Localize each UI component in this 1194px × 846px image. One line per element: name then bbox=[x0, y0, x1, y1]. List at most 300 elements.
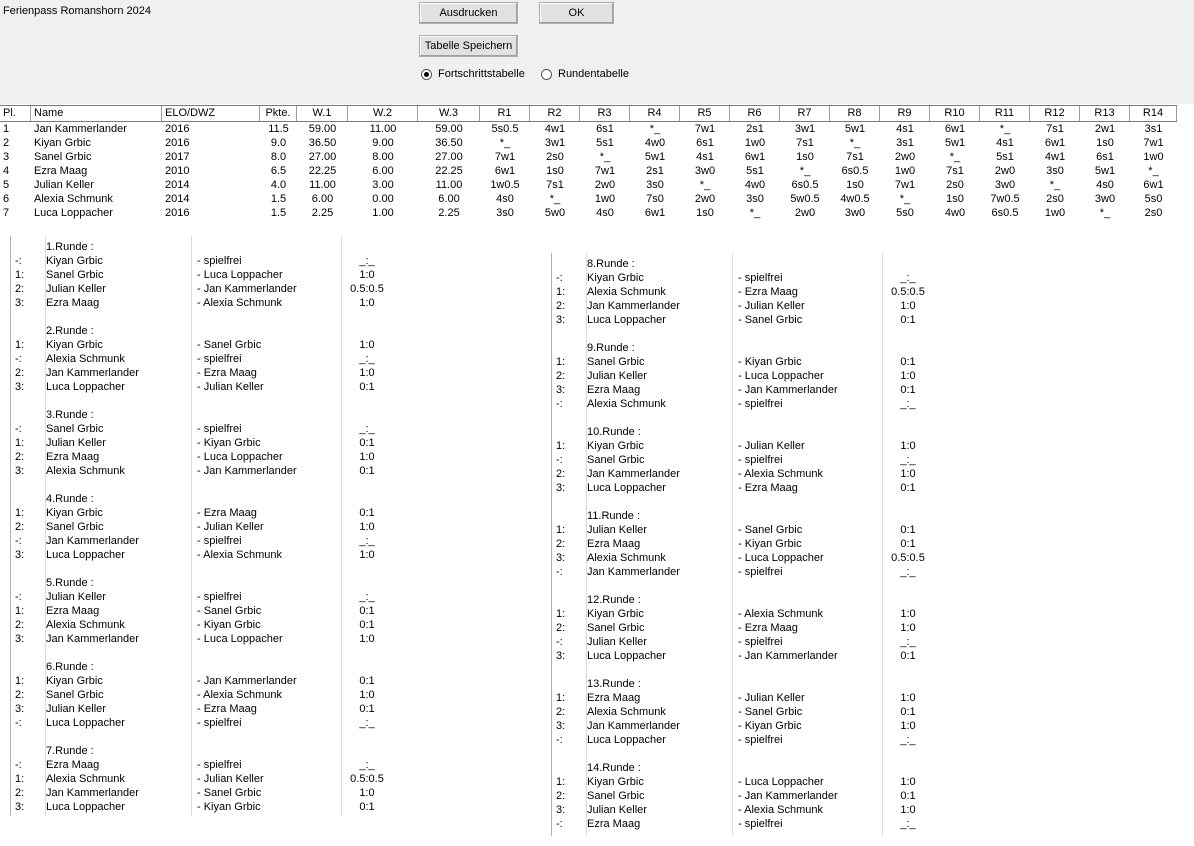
black-player: - spielfrei bbox=[738, 454, 783, 466]
table-cell: 6s0.5 bbox=[791, 179, 819, 191]
table-cell: *_ bbox=[999, 123, 1011, 135]
black-player: - spielfrei bbox=[738, 636, 783, 648]
table-cell: 5w0 bbox=[544, 207, 566, 219]
table-cell: 5 bbox=[3, 179, 10, 191]
round-title: 8.Runde : bbox=[587, 258, 635, 270]
pairing-number: -: bbox=[15, 423, 22, 435]
column-header[interactable]: R12 bbox=[1030, 106, 1080, 121]
pairing-number: 3: bbox=[556, 720, 566, 732]
game-result: 0:1 bbox=[900, 314, 916, 326]
round-title: 14.Runde : bbox=[587, 762, 641, 774]
white-player: Ezra Maag bbox=[46, 451, 100, 463]
table-row[interactable] bbox=[0, 164, 1177, 178]
black-player: - Jan Kammerlander bbox=[197, 675, 297, 687]
table-cell: 6.00 bbox=[438, 193, 460, 205]
round-title: 13.Runde : bbox=[587, 678, 641, 690]
table-cell: 2s0 bbox=[546, 151, 564, 163]
table-cell: 2014 bbox=[165, 179, 190, 191]
pairing-number: -: bbox=[15, 717, 22, 729]
table-cell: 7s1 bbox=[546, 179, 564, 191]
black-player: - spielfrei bbox=[197, 423, 242, 435]
table-cell: 6w1 bbox=[644, 207, 666, 219]
game-result: 1:0 bbox=[359, 339, 375, 351]
game-result: 1:0 bbox=[900, 468, 916, 480]
table-row[interactable] bbox=[0, 192, 1177, 206]
pairing-number: -: bbox=[556, 454, 563, 466]
table-cell: 5s1 bbox=[996, 151, 1014, 163]
table-cell: 36.50 bbox=[435, 137, 463, 149]
pairing-number: 1: bbox=[15, 605, 25, 617]
white-player: Julian Keller bbox=[46, 703, 106, 715]
game-result: 0.5:0.5 bbox=[350, 773, 384, 785]
game-result: 1:0 bbox=[900, 720, 916, 732]
table-cell: 3s0 bbox=[646, 179, 664, 191]
game-result: 0:1 bbox=[359, 675, 375, 687]
white-player: Ezra Maag bbox=[587, 538, 641, 550]
table-cell: 5w0.5 bbox=[790, 193, 820, 205]
table-row[interactable] bbox=[0, 206, 1177, 220]
black-player: - Ezra Maag bbox=[738, 482, 798, 494]
table-cell: 6.00 bbox=[311, 193, 334, 205]
table-cell: 6w1 bbox=[494, 165, 516, 177]
pairing-number: -: bbox=[15, 591, 22, 603]
pairing-number: 1: bbox=[556, 608, 566, 620]
black-player: - Julian Keller bbox=[738, 300, 805, 312]
table-cell: *_ bbox=[649, 123, 661, 135]
black-player: - Alexia Schmunk bbox=[197, 549, 282, 561]
table-cell: 6s0.5 bbox=[841, 165, 869, 177]
column-divider bbox=[45, 236, 46, 816]
column-header[interactable]: W.1 bbox=[297, 106, 348, 121]
pairing-number: 2: bbox=[15, 619, 25, 631]
pairing-number: -: bbox=[556, 734, 563, 746]
pairing-number: 2: bbox=[15, 283, 25, 295]
white-player: Kiyan Grbic bbox=[46, 675, 103, 687]
white-player: Ezra Maag bbox=[587, 692, 641, 704]
white-player: Julian Keller bbox=[587, 524, 647, 536]
game-result: 0:1 bbox=[359, 465, 375, 477]
white-player: Sanel Grbic bbox=[587, 454, 645, 466]
pairing-number: 1: bbox=[556, 286, 566, 298]
pairing-number: -: bbox=[15, 535, 22, 547]
black-player: - Ezra Maag bbox=[197, 507, 257, 519]
black-player: - spielfrei bbox=[738, 566, 783, 578]
column-header[interactable]: R11 bbox=[980, 106, 1030, 121]
pairing-number: 1: bbox=[15, 773, 25, 785]
white-player: Julian Keller bbox=[587, 370, 647, 382]
table-row[interactable] bbox=[0, 122, 1177, 136]
white-player: Ezra Maag bbox=[587, 818, 641, 830]
table-cell: 2016 bbox=[165, 207, 190, 219]
white-player: Jan Kammerlander bbox=[587, 468, 680, 480]
black-player: - Sanel Grbic bbox=[197, 605, 262, 617]
table-cell: 4s0 bbox=[1096, 179, 1114, 191]
table-cell: 3s0 bbox=[496, 207, 514, 219]
table-cell: 1w0 bbox=[1044, 207, 1066, 219]
game-result: 1:0 bbox=[359, 689, 375, 701]
table-cell: 5w1 bbox=[644, 151, 666, 163]
radio-rounds-label: Rundentabelle bbox=[558, 68, 629, 80]
table-row[interactable] bbox=[0, 150, 1177, 164]
table-cell: 59.00 bbox=[308, 123, 337, 135]
white-player: Jan Kammerlander bbox=[46, 633, 139, 645]
table-cell: 1s0 bbox=[546, 165, 564, 177]
black-player: - spielfrei bbox=[197, 591, 242, 603]
table-cell: 2s0 bbox=[1144, 207, 1163, 219]
white-player: Luca Loppacher bbox=[587, 482, 666, 494]
column-header[interactable]: R7 bbox=[780, 106, 830, 121]
table-cell: 7w1 bbox=[694, 123, 716, 135]
table-cell: 1w0 bbox=[894, 165, 916, 177]
pairing-number: 2: bbox=[15, 689, 25, 701]
white-player: Julian Keller bbox=[46, 437, 106, 449]
table-row[interactable] bbox=[0, 136, 1177, 150]
game-result: _:_ bbox=[359, 717, 375, 729]
white-player: Sanel Grbic bbox=[587, 790, 645, 802]
table-cell: 4w0 bbox=[744, 179, 766, 191]
round-title: 7.Runde : bbox=[46, 745, 94, 757]
white-player: Ezra Maag bbox=[46, 759, 100, 771]
white-player: Luca Loppacher bbox=[46, 717, 125, 729]
white-player: Alexia Schmunk bbox=[46, 353, 125, 365]
pairing-number: 2: bbox=[15, 787, 25, 799]
pairing-number: 3: bbox=[15, 549, 25, 561]
round-title: 1.Runde : bbox=[46, 241, 94, 253]
column-divider bbox=[732, 253, 733, 836]
round-title: 5.Runde : bbox=[46, 577, 94, 589]
game-result: 1:0 bbox=[900, 804, 916, 816]
table-cell: 9.0 bbox=[270, 137, 287, 149]
pairing-number: 1: bbox=[556, 776, 566, 788]
white-player: Kiyan Grbic bbox=[46, 507, 103, 519]
column-header[interactable]: Pkte. bbox=[260, 106, 297, 121]
white-player: Luca Loppacher bbox=[587, 650, 666, 662]
black-player: - Kiyan Grbic bbox=[738, 538, 802, 550]
table-cell: 1w0.5 bbox=[490, 179, 520, 191]
table-cell: 5w1 bbox=[944, 137, 966, 149]
radio-progress-table[interactable] bbox=[421, 68, 525, 80]
white-player: Kiyan Grbic bbox=[587, 272, 644, 284]
pairing-number: 1: bbox=[15, 437, 25, 449]
column-header[interactable]: Pl. bbox=[0, 106, 31, 121]
table-header bbox=[0, 106, 1177, 122]
white-player: Jan Kammerlander bbox=[46, 367, 139, 379]
table-cell: *_ bbox=[599, 151, 611, 163]
game-result: 0.5:0.5 bbox=[350, 283, 384, 295]
table-cell: 2w0 bbox=[894, 151, 916, 163]
table-row[interactable] bbox=[0, 178, 1177, 192]
pairing-number: 1: bbox=[15, 269, 25, 281]
table-cell: 2010 bbox=[165, 165, 190, 177]
white-player: Julian Keller bbox=[587, 804, 647, 816]
column-header[interactable]: Name bbox=[31, 106, 162, 121]
table-cell: 1.5 bbox=[270, 193, 287, 205]
table-cell: *_ bbox=[699, 179, 711, 191]
table-cell: 3w0 bbox=[694, 165, 716, 177]
white-player: Alexia Schmunk bbox=[46, 465, 125, 477]
black-player: - Kiyan Grbic bbox=[738, 356, 802, 368]
game-result: _:_ bbox=[359, 255, 375, 267]
print-button[interactable]: Ausdrucken bbox=[419, 2, 518, 24]
column-header[interactable]: R4 bbox=[630, 106, 680, 121]
pairing-number: 3: bbox=[15, 801, 25, 813]
table-cell: 22.25 bbox=[308, 165, 337, 177]
game-result: 0:1 bbox=[359, 507, 375, 519]
table-cell: 0.00 bbox=[372, 193, 394, 205]
black-player: - Sanel Grbic bbox=[738, 314, 803, 326]
pairing-number: -: bbox=[556, 566, 563, 578]
pairing-number: -: bbox=[556, 398, 563, 410]
black-player: - Ezra Maag bbox=[197, 367, 257, 379]
pairing-number: -: bbox=[15, 255, 22, 267]
table-cell: 6s1 bbox=[1096, 151, 1114, 163]
table-cell: 1 bbox=[3, 123, 10, 135]
white-player: Sanel Grbic bbox=[587, 622, 645, 634]
table-cell: 6s0.5 bbox=[991, 207, 1019, 219]
column-header[interactable]: R6 bbox=[730, 106, 780, 121]
game-result: 0:1 bbox=[359, 619, 375, 631]
pairing-number: 3: bbox=[15, 465, 25, 477]
black-player: - Luca Loppacher bbox=[738, 776, 824, 788]
table-cell: 5s1 bbox=[746, 165, 764, 177]
black-player: - spielfrei bbox=[197, 759, 242, 771]
game-result: 1:0 bbox=[359, 451, 375, 463]
save-table-button[interactable]: Tabelle Speichern bbox=[419, 35, 518, 57]
table-cell: 2s0 bbox=[946, 179, 964, 191]
table-cell: 3w0 bbox=[1094, 193, 1116, 205]
pairing-number: 2: bbox=[15, 367, 25, 379]
black-player: - spielfrei bbox=[738, 398, 783, 410]
pairing-number: 1: bbox=[15, 339, 25, 351]
table-cell: *_ bbox=[499, 137, 511, 149]
table-cell: 5s0 bbox=[896, 207, 914, 219]
black-player: - Luca Loppacher bbox=[197, 451, 283, 463]
pairing-number: 3: bbox=[556, 384, 566, 396]
column-header[interactable]: R2 bbox=[530, 106, 580, 121]
white-player: Jan Kammerlander bbox=[587, 300, 680, 312]
table-cell: *_ bbox=[1148, 165, 1159, 177]
table-cell: 6w1 bbox=[1044, 137, 1066, 149]
game-result: 0:1 bbox=[900, 538, 916, 550]
table-cell: 2016 bbox=[165, 137, 190, 149]
game-result: 0:1 bbox=[359, 381, 375, 393]
table-cell: 1s0 bbox=[1096, 137, 1114, 149]
white-player: Kiyan Grbic bbox=[587, 440, 644, 452]
table-cell: 4s0 bbox=[596, 207, 614, 219]
table-cell: 4s0 bbox=[496, 193, 514, 205]
table-cell: Luca Loppacher bbox=[34, 207, 113, 219]
table-cell: 7w0.5 bbox=[990, 193, 1020, 205]
white-player: Jan Kammerlander bbox=[46, 535, 139, 547]
table-cell: 27.00 bbox=[308, 151, 337, 163]
column-divider bbox=[586, 253, 587, 836]
white-player: Luca Loppacher bbox=[46, 801, 125, 813]
table-cell: 11.5 bbox=[268, 123, 289, 135]
black-player: - spielfrei bbox=[738, 272, 783, 284]
radio-checked-icon bbox=[421, 69, 432, 80]
column-header[interactable]: ELO/DWZ bbox=[162, 106, 260, 121]
table-cell: 7s1 bbox=[1046, 123, 1064, 135]
pairing-number: 1: bbox=[15, 675, 25, 687]
black-player: - Julian Keller bbox=[738, 692, 805, 704]
black-player: - Luca Loppacher bbox=[197, 269, 283, 281]
table-cell: 5s0 bbox=[1144, 193, 1163, 205]
column-header[interactable]: W.3 bbox=[418, 106, 480, 121]
table-cell: 7w1 bbox=[1143, 137, 1164, 149]
white-player: Sanel Grbic bbox=[46, 269, 104, 281]
black-player: - Luca Loppacher bbox=[197, 633, 283, 645]
table-cell: 4w0 bbox=[944, 207, 966, 219]
table-cell: 7w1 bbox=[594, 165, 616, 177]
column-divider bbox=[882, 253, 883, 836]
black-player: - spielfrei bbox=[197, 255, 242, 267]
game-result: 0:1 bbox=[900, 790, 916, 802]
tournament-title: Ferienpass Romanshorn 2024 bbox=[3, 5, 151, 17]
black-player: - Julian Keller bbox=[197, 381, 264, 393]
black-player: - spielfrei bbox=[738, 818, 783, 830]
round-title: 4.Runde : bbox=[46, 493, 94, 505]
pairing-number: -: bbox=[556, 818, 563, 830]
game-result: 1:0 bbox=[900, 622, 916, 634]
black-player: - Kiyan Grbic bbox=[197, 801, 261, 813]
black-player: - Alexia Schmunk bbox=[738, 468, 823, 480]
table-cell: 5w1 bbox=[844, 123, 866, 135]
table-cell: 1.00 bbox=[372, 207, 394, 219]
table-cell: 2w0 bbox=[994, 165, 1016, 177]
pairing-number: 2: bbox=[556, 706, 566, 718]
game-result: 0:1 bbox=[900, 356, 916, 368]
white-player: Alexia Schmunk bbox=[587, 398, 666, 410]
radio-round-table[interactable] bbox=[541, 68, 629, 80]
column-header[interactable]: R9 bbox=[880, 106, 930, 121]
table-cell: Sanel Grbic bbox=[34, 151, 92, 163]
column-header[interactable]: R10 bbox=[930, 106, 980, 121]
black-player: - spielfrei bbox=[197, 535, 242, 547]
game-result: 0:1 bbox=[900, 482, 916, 494]
table-cell: 2.25 bbox=[311, 207, 334, 219]
game-result: 0:1 bbox=[359, 801, 375, 813]
rounds-panel-right bbox=[551, 253, 934, 836]
panel-border bbox=[551, 253, 552, 836]
table-cell: 2w0 bbox=[694, 193, 716, 205]
table-cell: 3w0 bbox=[994, 179, 1016, 191]
table-cell: 36.50 bbox=[308, 137, 337, 149]
table-cell: 1s0 bbox=[846, 179, 864, 191]
game-result: 0:1 bbox=[359, 605, 375, 617]
table-cell: 6.00 bbox=[372, 165, 394, 177]
table-cell: 1.5 bbox=[270, 207, 287, 219]
black-player: - Sanel Grbic bbox=[738, 524, 803, 536]
table-cell: 6w1 bbox=[944, 123, 966, 135]
pairing-number: 2: bbox=[556, 300, 566, 312]
column-header[interactable]: R13 bbox=[1080, 106, 1130, 121]
table-cell: Jan Kammerlander bbox=[34, 123, 127, 135]
table-cell: 5w1 bbox=[1094, 165, 1116, 177]
table-cell: 3w1 bbox=[794, 123, 816, 135]
black-player: - Alexia Schmunk bbox=[197, 297, 282, 309]
game-result: 1:0 bbox=[359, 549, 375, 561]
table-cell: 3s1 bbox=[896, 137, 914, 149]
table-cell: 6s1 bbox=[596, 123, 614, 135]
table-cell: 1s0 bbox=[796, 151, 814, 163]
white-player: Kiyan Grbic bbox=[46, 339, 103, 351]
white-player: Kiyan Grbic bbox=[587, 776, 644, 788]
table-cell: 3w1 bbox=[544, 137, 566, 149]
pairing-number: 2: bbox=[556, 538, 566, 550]
column-header[interactable]: R8 bbox=[830, 106, 880, 121]
column-header[interactable]: R5 bbox=[680, 106, 730, 121]
table-cell: 7s0 bbox=[646, 193, 664, 205]
black-player: - Sanel Grbic bbox=[197, 787, 262, 799]
table-cell: 22.25 bbox=[435, 165, 463, 177]
table-cell: 2w1 bbox=[1094, 123, 1116, 135]
table-cell: 8.00 bbox=[372, 151, 394, 163]
table-cell: 3.00 bbox=[372, 179, 394, 191]
table-cell: *_ bbox=[849, 137, 861, 149]
ok-button[interactable]: OK bbox=[539, 2, 614, 24]
column-header[interactable]: W.2 bbox=[348, 106, 418, 121]
pairing-number: 1: bbox=[15, 507, 25, 519]
table-cell: 7w1 bbox=[894, 179, 916, 191]
table-cell: 5s0.5 bbox=[491, 123, 519, 135]
column-header[interactable]: R3 bbox=[580, 106, 630, 121]
pairing-number: 1: bbox=[556, 356, 566, 368]
pairing-number: 3: bbox=[15, 703, 25, 715]
game-result: 1:0 bbox=[359, 367, 375, 379]
table-cell: Kiyan Grbic bbox=[34, 137, 91, 149]
game-result: _:_ bbox=[900, 566, 916, 578]
table-cell: 6 bbox=[3, 193, 10, 205]
black-player: - Julian Keller bbox=[197, 521, 264, 533]
table-cell: 6w1 bbox=[1143, 179, 1164, 191]
table-cell: 6w1 bbox=[744, 151, 766, 163]
table-cell: 3s0 bbox=[746, 193, 764, 205]
game-result: 1:0 bbox=[900, 300, 916, 312]
pairing-number: 1: bbox=[556, 692, 566, 704]
game-result: _:_ bbox=[900, 818, 916, 830]
pairing-number: 2: bbox=[556, 468, 566, 480]
table-cell: 8.0 bbox=[270, 151, 287, 163]
game-result: _:_ bbox=[900, 636, 916, 648]
table-cell: 2s1 bbox=[646, 165, 664, 177]
pairing-number: 3: bbox=[15, 633, 25, 645]
game-result: 1:0 bbox=[359, 297, 375, 309]
column-header[interactable]: R14 bbox=[1130, 106, 1177, 121]
column-divider bbox=[191, 236, 192, 816]
table-cell: 9.00 bbox=[372, 137, 394, 149]
table-cell: Alexia Schmunk bbox=[34, 193, 113, 205]
table-cell: 4.0 bbox=[270, 179, 287, 191]
white-player: Alexia Schmunk bbox=[587, 706, 666, 718]
column-divider bbox=[341, 236, 342, 816]
pairing-number: 3: bbox=[556, 804, 566, 816]
pairing-number: 3: bbox=[556, 482, 566, 494]
black-player: - Luca Loppacher bbox=[738, 370, 824, 382]
table-cell: 5s1 bbox=[596, 137, 614, 149]
table-cell: 7s1 bbox=[846, 151, 864, 163]
white-player: Ezra Maag bbox=[587, 384, 641, 396]
table-cell: *_ bbox=[1099, 207, 1111, 219]
table-cell: 27.00 bbox=[435, 151, 463, 163]
white-player: Ezra Maag bbox=[46, 605, 100, 617]
table-cell: 11.00 bbox=[369, 123, 397, 135]
black-player: - Kiyan Grbic bbox=[197, 437, 261, 449]
table-cell: 2s0 bbox=[1046, 193, 1064, 205]
table-cell: 4w0.5 bbox=[840, 193, 870, 205]
column-header[interactable]: R1 bbox=[480, 106, 530, 121]
rounds-panel-left bbox=[10, 236, 393, 816]
table-cell: 1s0 bbox=[946, 193, 964, 205]
